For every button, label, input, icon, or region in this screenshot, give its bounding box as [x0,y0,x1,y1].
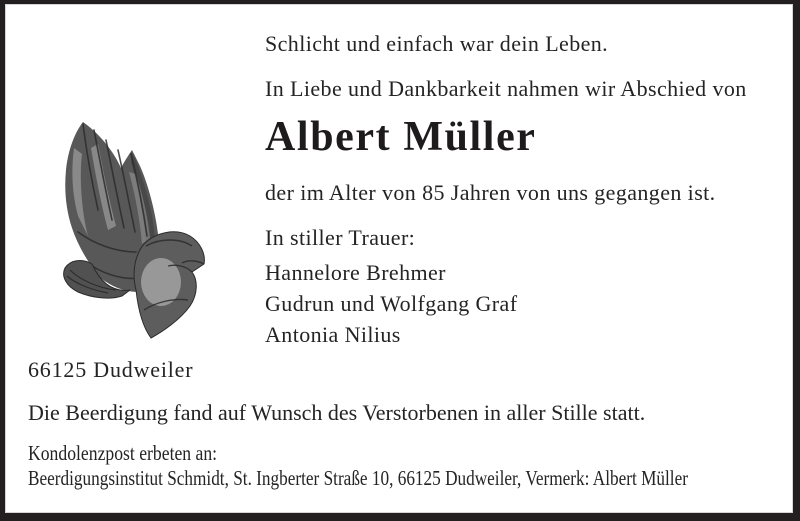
mourning-label: In stiller Trauer: [265,225,416,250]
location-line: 66125 Dudweiler [28,357,194,382]
mourner-name: Antonia Nilius [265,322,401,347]
condolence-label: Kondolenzpost erbeten an: [28,441,218,465]
condolence-address: Beerdigungsinstitut Schmidt, St. Ingberter Straße 10, 66125 Dudweiler, Vermerk: Albert Müller [28,466,688,490]
mourner-name: Gudrun und Wolfgang Graf [265,291,518,316]
age-line: der im Alter von 85 Jahren von uns gegangen ist. [265,180,716,205]
intro-line: In Liebe und Dankbarkeit nahmen wir Abschied von [265,76,747,101]
mourner-name: Hannelore Brehmer [265,260,446,285]
praying-hands-image [58,114,214,346]
deceased-name: Albert Müller [265,114,537,160]
epitaph-line: Schlicht und einfach war dein Leben. [265,31,609,56]
burial-note: Die Beerdigung fand auf Wunsch des Verstorbenen in aller Stille statt. [28,400,646,425]
